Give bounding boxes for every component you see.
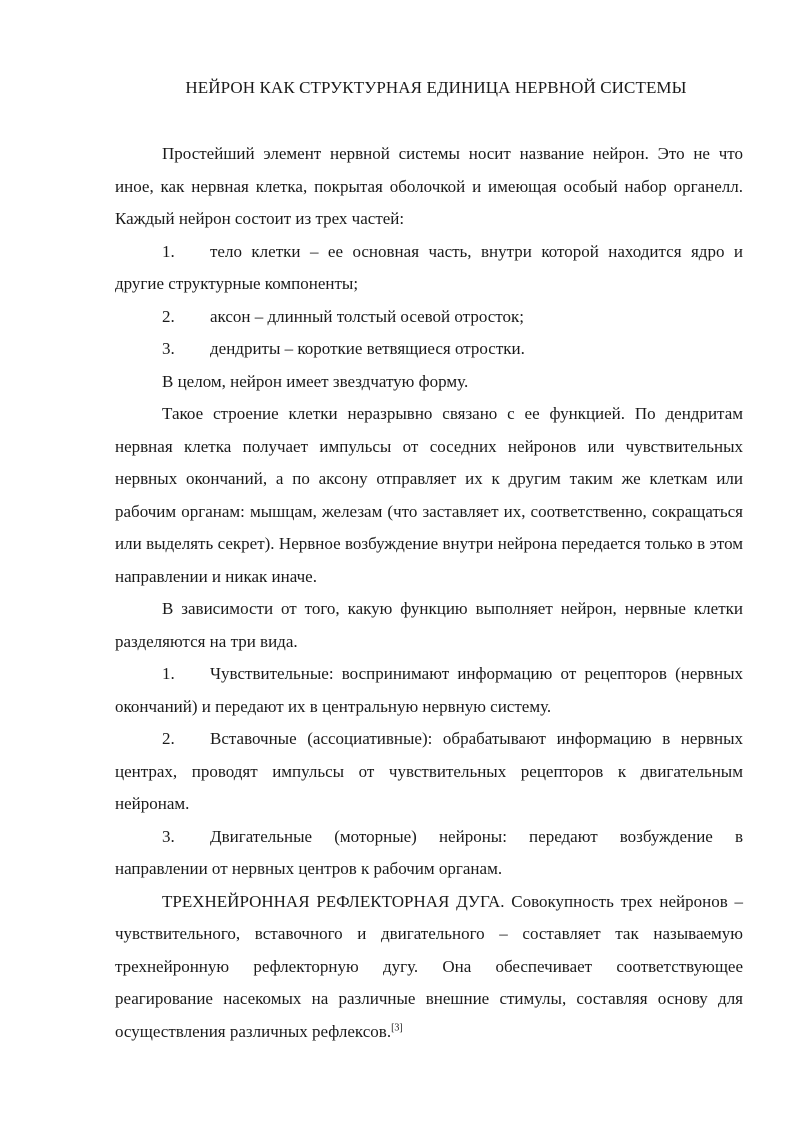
document-page xyxy=(115,72,743,1048)
list-number: 1. xyxy=(162,241,175,261)
list-text: Чувствительные: воспринимают информацию от рецепторов (нервных окончаний) и передают их в центральную нервную систему. xyxy=(115,664,743,716)
list-number: 1. xyxy=(162,664,175,683)
list-text: Вставочные (ассоциативные): обрабатывают информацию в нервных центрах, проводят импульсы от чувствительных рецепторов к двигательным нейронам. xyxy=(115,729,743,813)
paragraph-reflex-arc xyxy=(115,886,743,1049)
list-number: 3. xyxy=(162,339,175,358)
list-text: аксон – длинный толстый осевой отросток; xyxy=(210,306,524,326)
list-text: Двигательные (моторные) нейроны: передают возбуждение в направлении от нервных центров к рабочим органам. xyxy=(115,826,743,878)
paragraph-shape: В целом, нейрон имеет звездчатую форму. xyxy=(162,371,469,391)
reflex-arc-text: ТРЕХНЕЙРОННАЯ РЕФЛЕКТОРНАЯ ДУГА. Совокупность трех нейронов – чувствительного, вставочного и двигательного – составляет так называемую трехнейронную рефлекторную дугу. Она обеспечивает соответствующее реагирование насекомых на различные внешние стимулы, составляя основу для осуществления различных рефлексов. xyxy=(115,891,743,1041)
paragraph-function: Такое строение клетки неразрывно связано с ее функцией. По дендритам нервная клетка получает импульсы от соседних нейронов или чувствительных нервных окончаний, а по аксону отправляет их к другим таким же клеткам или рабочим органам: мышцам, железам (что заставляет их, соответственно, сокращаться или выделять секрет). Нервное возбуждение внутри нейрона передается только в этом направлении и никак иначе. xyxy=(115,404,743,586)
list-text: тело клетки – ее основная часть, внутри которой находится ядро и другие структурные компоненты; xyxy=(115,241,743,293)
page-title: НЕЙРОН КАК СТРУКТУРНАЯ ЕДИНИЦА НЕРВНОЙ СИСТЕМЫ xyxy=(185,78,687,97)
list-text: дендриты – короткие ветвящиеся отростки. xyxy=(210,339,525,358)
list-item xyxy=(115,821,743,886)
list-item xyxy=(115,236,743,301)
paragraph-types: В зависимости от того, какую функцию выполняет нейрон, нервные клетки разделяются на три вида. xyxy=(115,599,743,651)
list-item xyxy=(115,333,743,366)
footnote-reference[interactable]: [3] xyxy=(391,1021,403,1033)
list-number: 3. xyxy=(162,826,175,846)
list-number: 2. xyxy=(162,306,175,326)
paragraph-intro: Простейший элемент нервной системы носит название нейрон. Это не что иное, как нервная клетка, покрытая оболочкой и имеющая особый набор органелл. Каждый нейрон состоит из трех частей: xyxy=(115,144,743,228)
list-number: 2. xyxy=(162,729,175,748)
list-item xyxy=(115,301,743,334)
list-item xyxy=(115,723,743,821)
list-item xyxy=(115,658,743,723)
